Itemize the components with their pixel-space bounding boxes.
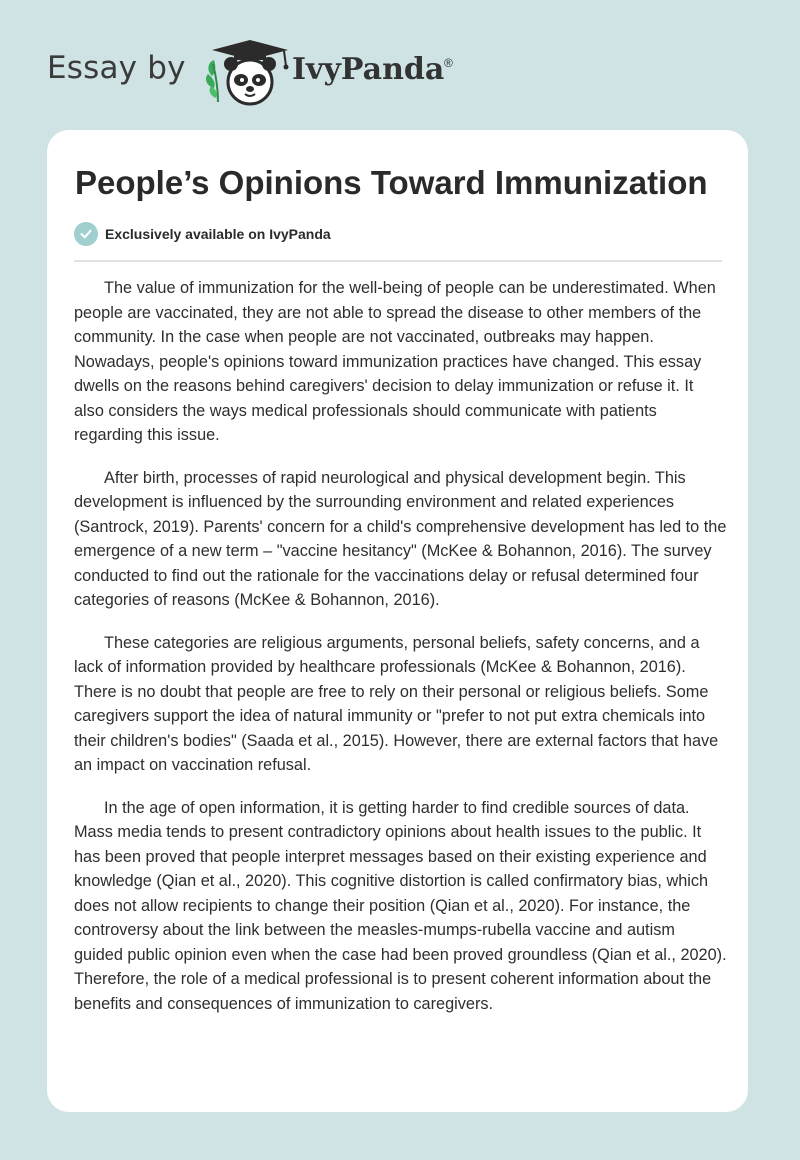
exclusive-badge-label: Exclusively available on IvyPanda bbox=[105, 226, 331, 242]
panda-graduate-logo-icon[interactable] bbox=[200, 36, 300, 108]
essay-by-label: Essay by bbox=[47, 50, 186, 86]
essay-body bbox=[74, 276, 727, 1034]
essay-title: People’s Opinions Toward Immunization bbox=[75, 164, 708, 201]
registered-mark: ® bbox=[444, 56, 453, 70]
checkmark-icon bbox=[74, 222, 98, 246]
divider bbox=[74, 260, 722, 262]
site-header bbox=[0, 0, 800, 130]
exclusive-badge bbox=[74, 222, 331, 246]
essay-paragraph: In the age of open information, it is getting harder to find credible sources of data. Mass media tends to present contradictory opinions about health issues to the public. It has been proved that people interpret messages based on their existing experience and knowledge (Qian et al., 2020). This cognitive distortion is called confirmatory bias, which does not allow recipients to change their position (Qian et al., 2020). For instance, the controversy about the link between the measles-mumps-rubella vaccine and autism guided public opinion even when the case had been proved groundless (Qian et al., 2020). Therefore, the role of a medical professional is to present coherent information about the benefits and consequences of immunization to caregivers. bbox=[74, 798, 727, 1013]
brand-name[interactable]: IvyPanda bbox=[292, 52, 445, 87]
essay-paragraph: The value of immunization for the well-being of people can be underestimated. When people are vaccinated, they are not able to spread the disease to other members of the community. In the case when people are not vaccinated, outbreaks may happen. Nowadays, people's opinions toward immunization practices have changed. This essay dwells on the reasons behind caregivers' decision to delay immunization or refuse it. It also considers the ways medical professionals should communicate with patients regarding this issue. bbox=[74, 279, 716, 444]
essay-card bbox=[47, 130, 748, 1112]
essay-paragraph: These categories are religious arguments, personal beliefs, safety concerns, and a lack of information provided by healthcare professionals (McKee & Bohannon, 2016). There is no doubt that people are free to rely on their personal or religious beliefs. Some caregivers support the idea of natural immunity or "prefer to not put extra chemicals into their children's bodies" (Saada et al., 2015). However, there are external factors that have an impact on vaccination refusal. bbox=[74, 633, 719, 774]
essay-paragraph: After birth, processes of rapid neurological and physical development begin. This development is influenced by the surrounding environment and related experiences (Santrock, 2019). Parents' concern for a child's comprehensive development has led to the emergence of a new term – "vaccine hesitancy" (McKee & Bohannon, 2016). The survey conducted to find out the rationale for the vaccinations delay or refusal determined four categories of reasons (McKee & Bohannon, 2016). bbox=[74, 468, 727, 609]
